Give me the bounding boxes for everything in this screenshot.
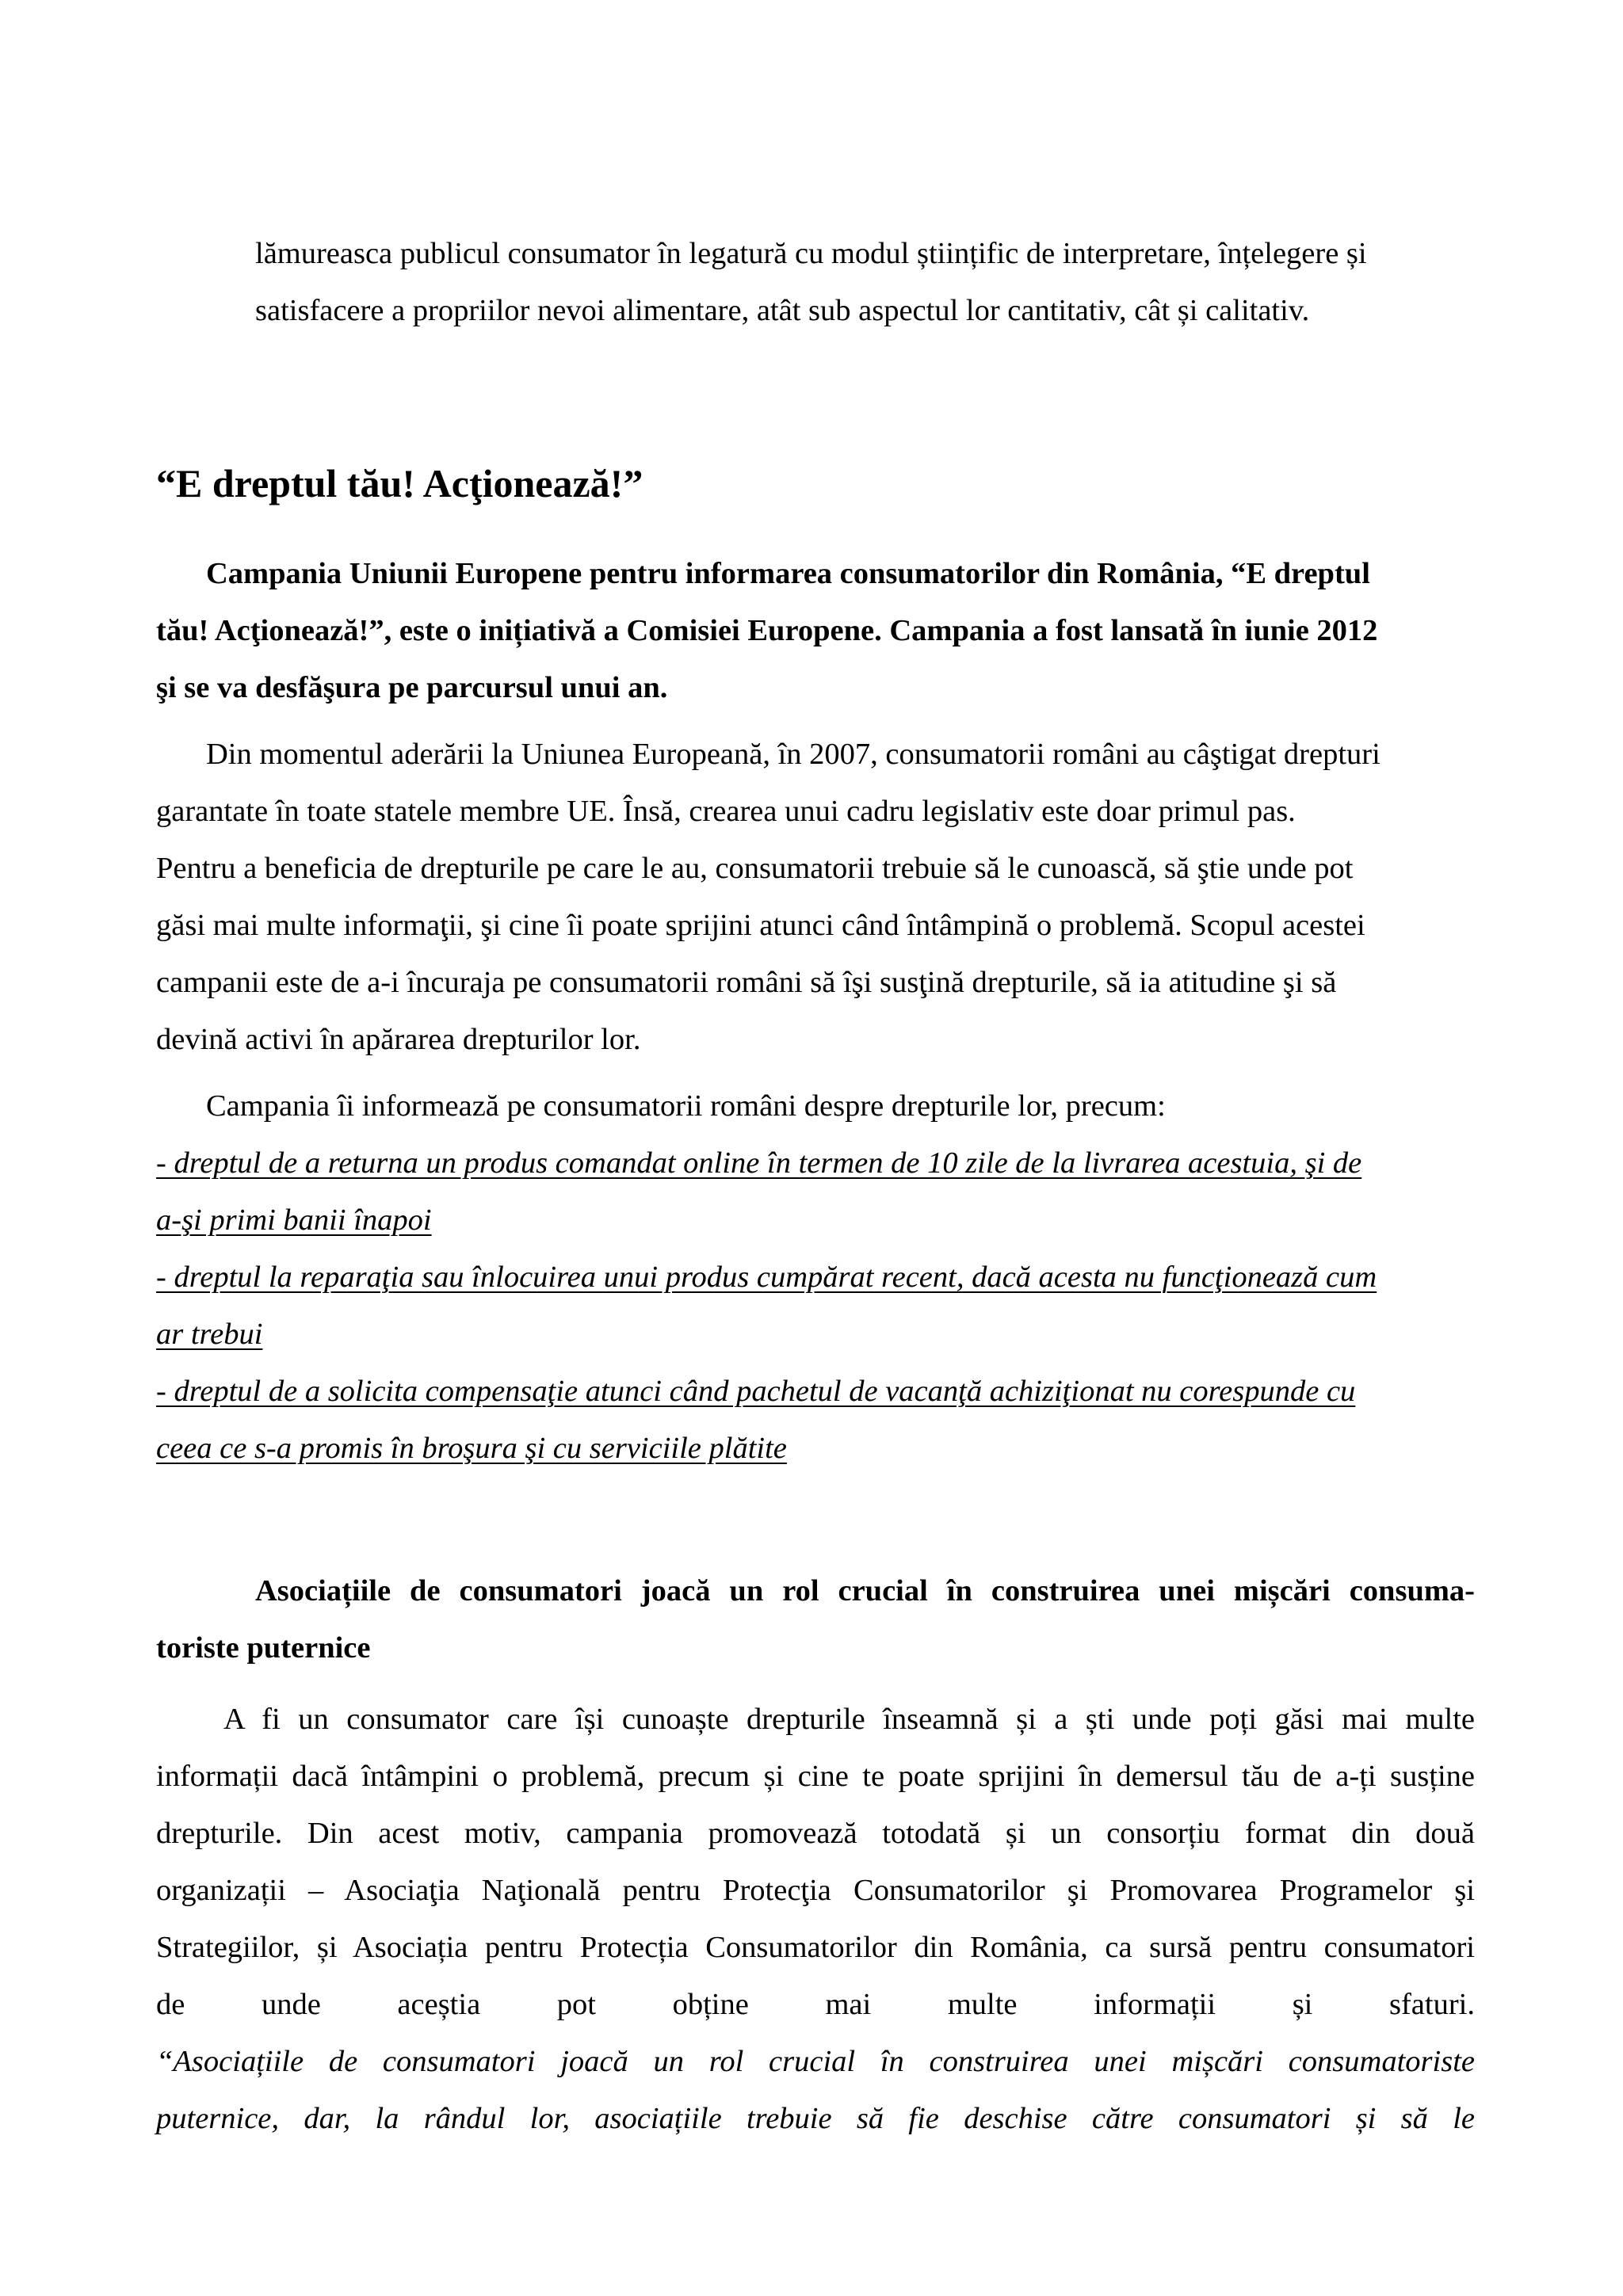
campaign-lead-line-1: Campania Uniunii Europene pentru informarea consumatorilor din România, “E dreptul: [206, 557, 1370, 590]
campaign-body-line-1: Din momentul aderării la Uniunea Europeană, în 2007, consumatorii români au câştigat drepturi: [206, 738, 1381, 771]
campaign-body-line-5: campanii este de a-i încuraja pe consumatorii români să îşi susţină drepturile, să ia atitudine şi să: [156, 966, 1337, 999]
intro-line-2: satisfacere a propriilor nevoi alimentare, atât sub aspectul lor cantitativ, cât și calitativ.: [255, 294, 1310, 327]
campaign-body-line-4: găsi mai multe informaţii, şi cine îi poate sprijini atunci când întâmpină o problemă. Scopul acestei: [156, 909, 1365, 942]
right-3-line-1: - dreptul de a solicita compensaţie atunci când pachetul de vacanţă achiziţionat nu corespunde cu: [156, 1375, 1356, 1408]
right-1-line-2: a-şi primi banii înapoi: [156, 1203, 432, 1237]
campaign-lead-line-3: şi se va desfăşura pe parcursul unui an.: [156, 671, 668, 704]
associations-heading-line-1: Asociațiile de consumatori joacă un rol crucial în construirea unei mișcări consuma-: [255, 1574, 1475, 1608]
right-2-line-2: ar trebui: [156, 1318, 263, 1351]
associations-quote-line-1: “Asociațiile de consumatori joacă un rol crucial în construirea unei mișcări consumatoriste: [156, 2045, 1475, 2078]
associations-body-line-3: drepturile. Din acest motiv, campania promovează totodată și un consorțiu format din două: [156, 1817, 1475, 1850]
campaign-heading: “E dreptul tău! Acţionează!”: [156, 461, 643, 505]
associations-quote-line-2: puternice, dar, la rândul lor, asociațiile trebuie să fie deschise către consumatori și să le: [156, 2102, 1475, 2135]
intro-line-1: lămureasca publicul consumator în legatură cu modul științific de interpretare, înțelegere și: [255, 237, 1367, 270]
associations-body-line-4: organizații – Asociaţia Naţională pentru Protecţia Consumatorilor şi Promovarea Programelor şi: [156, 1874, 1475, 1907]
associations-body-line-6: de unde aceștia pot obține mai multe informații și sfaturi.: [156, 1988, 1475, 2021]
associations-heading-line-2: toriste puternice: [156, 1631, 371, 1665]
right-2-line-1: - dreptul la reparaţia sau înlocuirea unui produs cumpărat recent, dacă acesta nu funcţionează cum: [156, 1261, 1377, 1294]
campaign-body-line-3: Pentru a beneficia de drepturile pe care le au, consumatorii trebuie să le cunoască, să ştie unde pot: [156, 852, 1354, 885]
right-3-line-2: ceea ce s-a promis în broşura şi cu serviciile plătite: [156, 1432, 787, 1465]
rights-intro: Campania îi informează pe consumatorii români despre drepturile lor, precum:: [206, 1089, 1166, 1123]
right-1-line-1: - dreptul de a returna un produs comandat online în termen de 10 zile de la livrarea acestuia, şi de: [156, 1146, 1362, 1180]
campaign-lead-line-2: tău! Acţionează!”, este o inițiativă a Comisiei Europene. Campania a fost lansată în iunie 2012: [156, 614, 1378, 647]
campaign-body-line-6: devină activi în apărarea drepturilor lor.: [156, 1023, 641, 1056]
associations-body-line-2: informații dacă întâmpini o problemă, precum și cine te poate sprijini în demersul tău de a-ți susține: [156, 1760, 1475, 1793]
associations-body-line-5: Strategiilor, și Asociația pentru Protecția Consumatorilor din România, ca sursă pentru consumatori: [156, 1931, 1475, 1964]
campaign-body-line-2: garantate în toate statele membre UE. Însă, crearea unui cadru legislativ este doar primul pas.: [156, 795, 1296, 828]
associations-body-line-1: A fi un consumator care își cunoaște drepturile înseamnă și a ști unde poți găsi mai multe: [223, 1703, 1475, 1736]
